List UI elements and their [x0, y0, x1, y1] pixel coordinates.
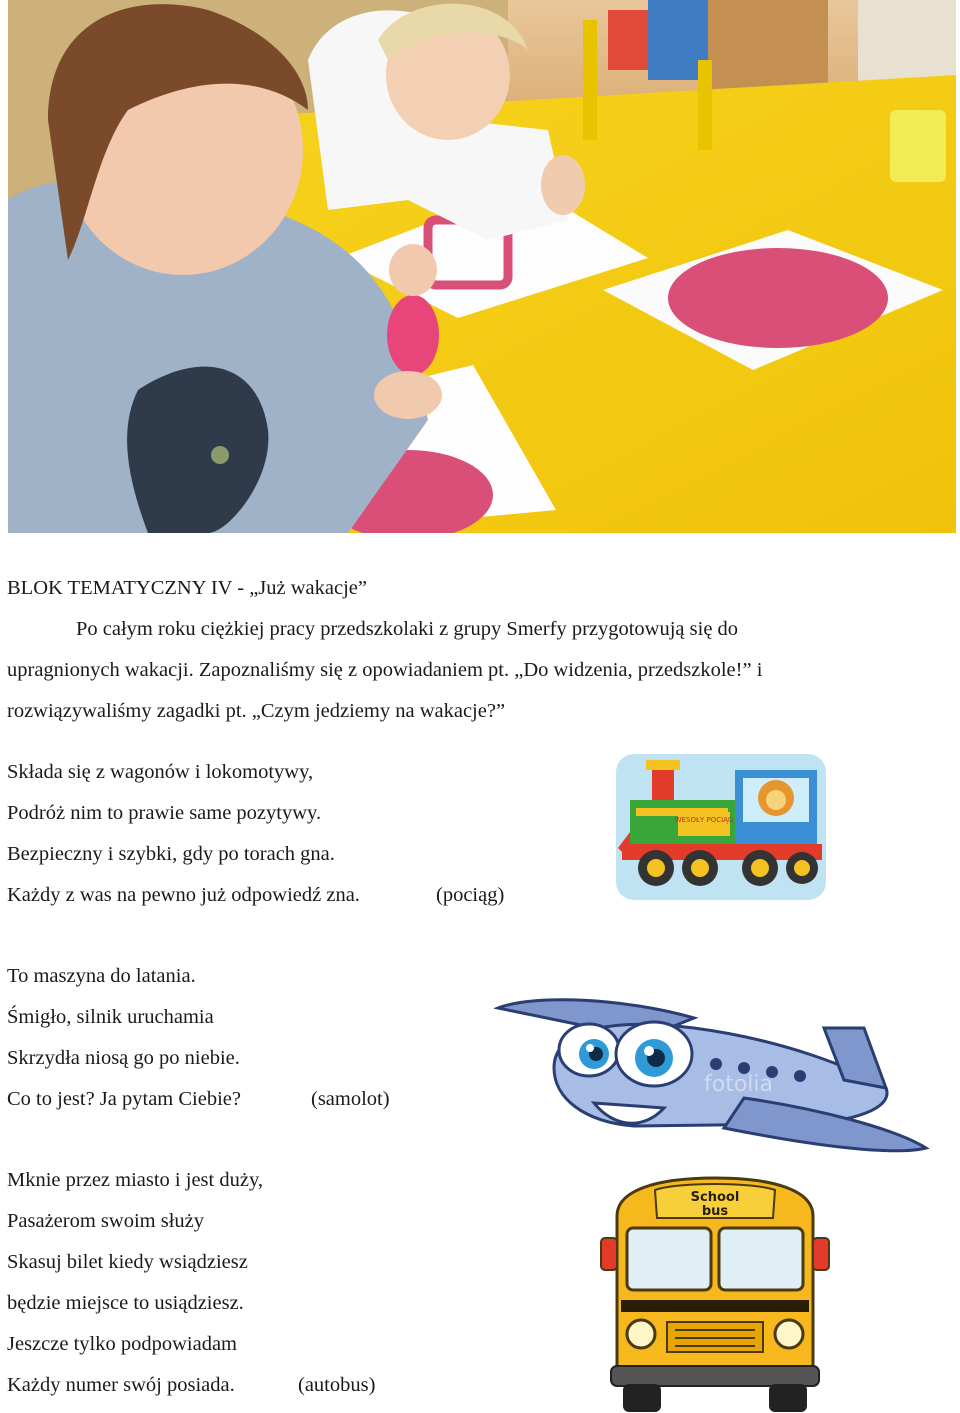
train-sign-text: WESOŁY POCIĄG [674, 816, 734, 824]
riddle-line: Skasuj bilet kiedy wsiądziesz [7, 1251, 248, 1273]
kids-painting-photo [8, 0, 956, 533]
riddle-line: będzie miejsce to usiądziesz. [7, 1292, 244, 1314]
riddle-line: Każdy numer swój posiada. [7, 1374, 235, 1396]
section-heading: BLOK TEMATYCZNY IV - „Już wakacje” [7, 577, 367, 599]
bus-sign-line: bus [701, 1204, 729, 1219]
riddle-answer: (pociąg) [436, 884, 505, 906]
riddle-line: Śmigło, silnik uruchamia [7, 1006, 214, 1028]
riddle-answer: (autobus) [298, 1374, 376, 1396]
riddle-line: Co to jest? Ja pytam Ciebie? [7, 1088, 241, 1110]
train-illustration [612, 752, 830, 902]
intro-line: Po całym roku ciężkiej pracy przedszkolaki z grupy Smerfy przygotowują się do [76, 618, 739, 640]
intro-line: upragnionych wakacji. Zapoznaliśmy się z opowiadaniem pt. „Do widzenia, przedszkole!” i [7, 659, 763, 681]
fotolia-watermark: fotolia [704, 1072, 773, 1097]
riddle-line: Pasażerom swoim służy [7, 1210, 204, 1232]
riddle-line: Mknie przez miasto i jest duży, [7, 1169, 263, 1191]
riddle-line: Podróż nim to prawie same pozytywy. [7, 802, 322, 824]
riddle-line: Bezpieczny i szybki, gdy po torach gna. [7, 843, 335, 865]
riddle-line: To maszyna do latania. [7, 965, 196, 987]
airplane-illustration [494, 988, 934, 1163]
intro-line: rozwiązywaliśmy zagadki pt. „Czym jedziemy na wakacje?” [7, 700, 506, 722]
school-bus-illustration [597, 1176, 833, 1413]
bus-sign-line: School [690, 1190, 740, 1205]
riddle-line: Składa się z wagonów i lokomotywy, [7, 761, 314, 783]
riddle-answer: (samolot) [311, 1088, 390, 1110]
riddle-line: Skrzydła niosą go po niebie. [7, 1047, 240, 1069]
riddle-line: Jeszcze tylko podpowiadam [7, 1333, 237, 1355]
riddle-line: Każdy z was na pewno już odpowiedź zna. [7, 884, 360, 906]
